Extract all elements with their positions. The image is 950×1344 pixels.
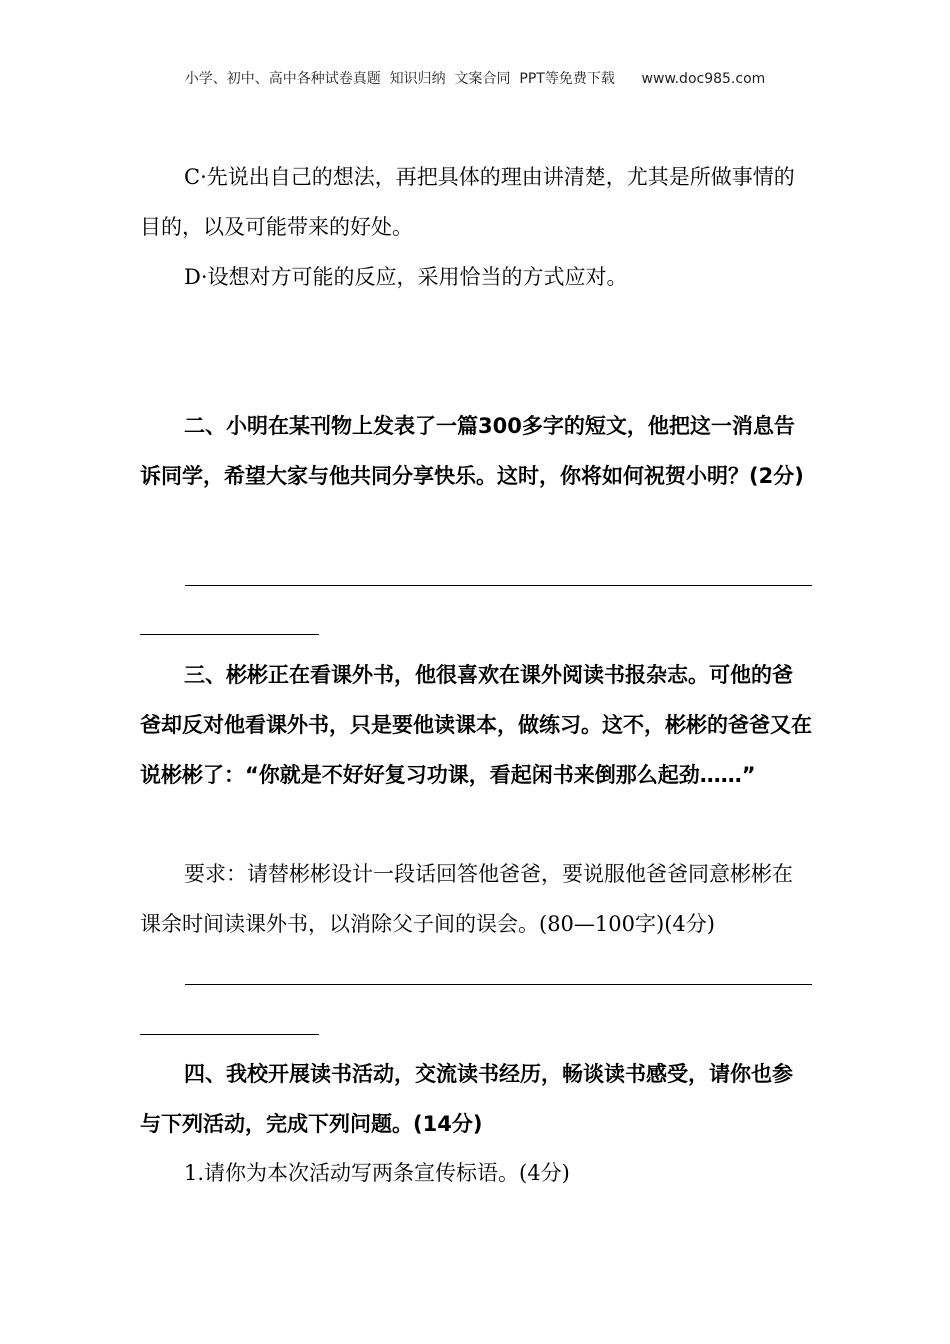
page-header: 小学、初中、高中各种试卷真题 知识归纳 文案合同 PPT等免费下载 www.doc985.com	[184, 71, 766, 87]
answer-line-q2[interactable]	[185, 585, 812, 586]
answer-line-q3[interactable]	[185, 984, 812, 985]
option-d: D·设想对方可能的反应，采用恰当的方式应对。	[184, 265, 628, 289]
answer-line-q3-cont[interactable]	[140, 1034, 319, 1035]
question-4: 四、我校开展读书活动，交流读书经历，畅谈读书感受，请你也参与下列活动，完成下列问题。(14分)	[140, 1062, 793, 1136]
answer-line-q2-cont[interactable]	[140, 634, 319, 635]
question-2: 二、小明在某刊物上发表了一篇300多字的短文，他把这一消息告诉同学，希望大家与他共同分享快乐。这时，你将如何祝贺小明？(2分)	[140, 414, 804, 488]
option-c: C·先说出自己的想法，再把具体的理由讲清楚，尤其是所做事情的目的，以及可能带来的好处。	[140, 165, 795, 239]
question-3: 三、彬彬正在看课外书，他很喜欢在课外阅读书报杂志。可他的爸爸却反对他看课外书，只是要他读课本，做练习。这不，彬彬的爸爸又在说彬彬了：“你就是不好好复习功课，看起闲书来倒那么起劲……”	[140, 663, 812, 787]
question-4-sub1: 1.请你为本次活动写两条宣传标语。(4分)	[184, 1161, 570, 1185]
question-3-requirement: 要求：请替彬彬设计一段话回答他爸爸，要说服他爸爸同意彬彬在课余时间读课外书，以消除父子间的误会。(80—100字)(4分)	[140, 862, 793, 936]
